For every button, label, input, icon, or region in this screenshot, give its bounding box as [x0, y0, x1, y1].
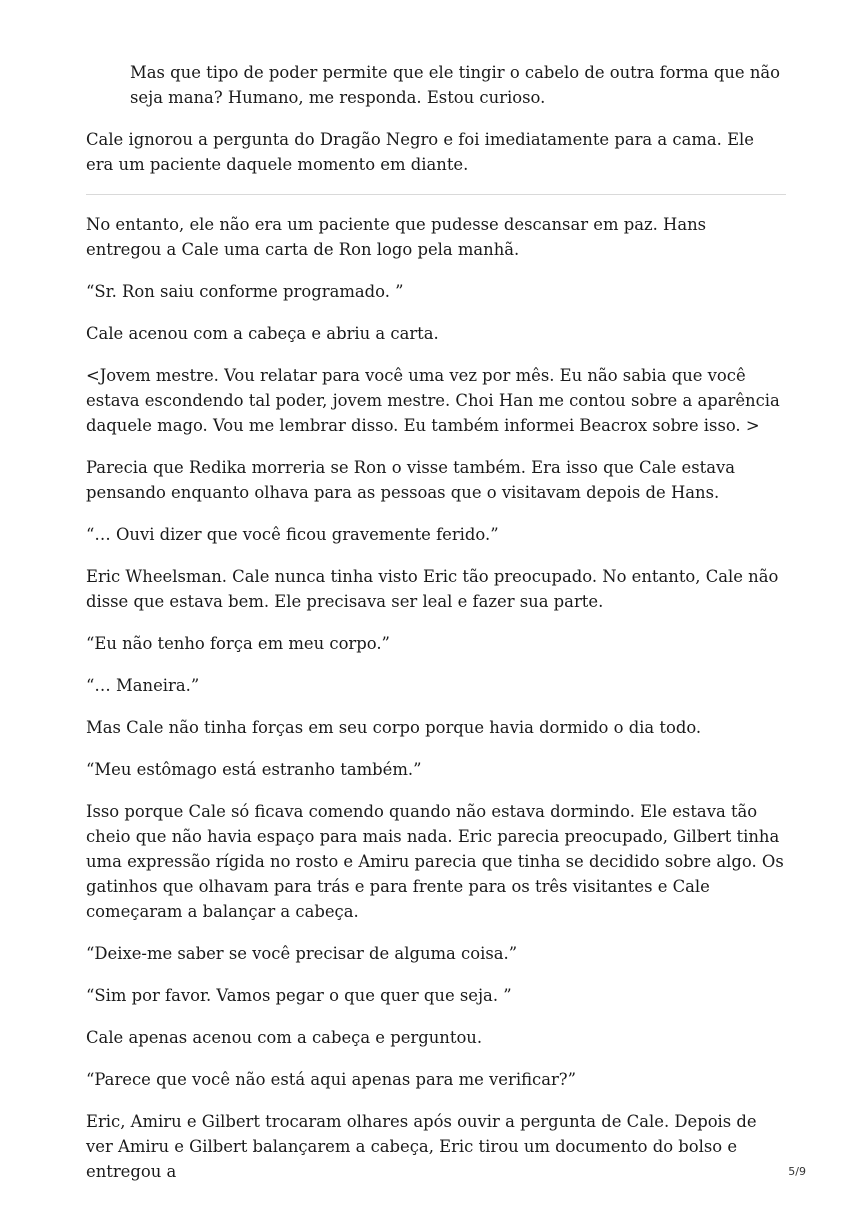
paragraph: Cale acenou com a cabeça e abriu a carta.	[86, 324, 439, 343]
paragraph: Eric Wheelsman. Cale nunca tinha visto Eric tão preocupado. No entanto, Cale não disse que estava bem. Ele precisava ser leal e fazer sua parte.	[86, 567, 779, 611]
paragraph: “… Ouvi dizer que você ficou gravemente ferido.”	[86, 525, 499, 544]
paragraph: Mas Cale não tinha forças em seu corpo porque havia dormido o dia todo.	[86, 718, 702, 737]
paragraph: “Meu estômago está estranho também.”	[86, 760, 422, 779]
paragraph: Eric, Amiru e Gilbert trocaram olhares após ouvir a pergunta de Cale. Depois de ver Amiru e Gilbert balançarem a cabeça, Eric tirou um documento do bolso e entregou a	[86, 1112, 757, 1181]
paragraph: Isso porque Cale só ficava comendo quando não estava dormindo. Ele estava tão cheio que não havia espaço para mais nada. Eric parecia preocupado, Gilbert tinha uma expressão rígida no rosto e Amiru parecia que tinha se decidido sobre algo. Os gatinhos que olhavam para trás e para frente para os três visitantes e Cale começaram a balançar a cabeça.	[86, 802, 784, 921]
paragraph: <Jovem mestre. Vou relatar para você uma vez por mês. Eu não sabia que você estava escondendo tal poder, jovem mestre. Choi Han me contou sobre a aparência daquele mago. Vou me lembrar disso. Eu também informei Beacrox sobre isso. >	[86, 366, 780, 435]
paragraph: “Deixe-me saber se você precisar de alguma coisa.”	[86, 944, 518, 963]
section-divider	[86, 194, 786, 195]
blockquote: Mas que tipo de poder permite que ele tingir o cabelo de outra forma que não seja mana? Humano, me responda. Estou curioso.	[130, 63, 781, 107]
paragraph: No entanto, ele não era um paciente que pudesse descansar em paz. Hans entregou a Cale uma carta de Ron logo pela manhã.	[86, 215, 707, 259]
paragraph: Cale ignorou a pergunta do Dragão Negro e foi imediatamente para a cama. Ele era um paciente daquele momento em diante.	[86, 130, 754, 174]
paragraph: “Sim por favor. Vamos pegar o que quer que seja. ”	[86, 986, 512, 1005]
paragraph: “… Maneira.”	[86, 676, 200, 695]
page-number: 5/9	[788, 1165, 806, 1178]
paragraph: “Parece que você não está aqui apenas para me verificar?”	[86, 1070, 576, 1089]
paragraph: “Sr. Ron saiu conforme programado. ”	[86, 282, 404, 301]
paragraph: “Eu não tenho força em meu corpo.”	[86, 634, 390, 653]
paragraph: Parecia que Redika morreria se Ron o visse também. Era isso que Cale estava pensando enquanto olhava para as pessoas que o visitavam depois de Hans.	[86, 458, 736, 502]
paragraph: Cale apenas acenou com a cabeça e perguntou.	[86, 1028, 483, 1047]
document-page	[86, 60, 786, 1201]
